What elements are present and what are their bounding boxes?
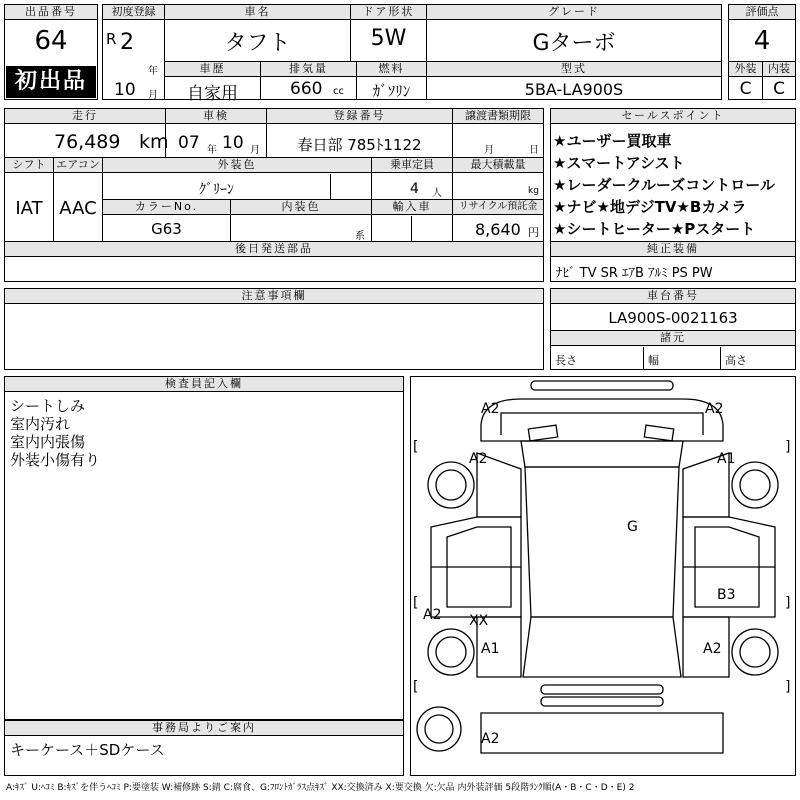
import-label: 輸入車 [372,200,452,215]
first-reg-label: 初度登録 [103,5,164,20]
history-label: 車歴 [165,62,260,77]
load-label: 最大積載量 [453,158,543,173]
damage-mark: A1 [717,451,736,467]
bracket: ] [785,595,791,611]
sales-point: ★スマートアシスト [553,154,685,172]
damage-mark: A2 [481,401,500,417]
sales-label: セールスポイント [551,109,795,124]
dimensions-label: 諸元 [551,331,795,346]
sales-point: ★ユーザー買取車 [553,132,672,150]
era-letter: R [106,30,117,48]
ac: AAC [59,198,97,219]
score: 4 [753,26,771,56]
grade: Gターボ [532,31,616,56]
displacement-label: 排気量 [261,62,356,77]
transfer-day: 日 [529,145,539,156]
damage-mark: B3 [717,587,736,603]
mileage-unit: km [139,131,169,153]
sales-point: ★ナビ★地デジTV★Bカメラ [553,198,747,216]
transfer-label: 譲渡書類期限 [453,109,543,124]
year-unit: 年 [148,66,158,77]
shift-label: シフト [5,158,53,173]
plate-number: 春日部 785ﾄ1122 [297,136,422,154]
mileage: 76,489 [54,131,121,153]
bracket: [ [413,439,419,455]
door-label: ドア形状 [351,5,426,20]
inspector-line: 室内内張傷 [10,433,86,451]
damage-mark: A2 [469,451,488,467]
shift: IAT [15,198,43,219]
notes-label: 注意事項欄 [5,289,543,304]
fuel-label: 燃料 [357,62,426,77]
lot-number: 64 [34,26,68,56]
grade-label: グレード [427,5,721,20]
chassis-number: LA900S-0021163 [608,309,738,327]
score-label: 評価点 [729,5,795,20]
insp-year: 07 [178,133,200,153]
door-type: 5W [370,26,407,51]
damage-mark: A2 [703,641,722,657]
damage-mark: A2 [481,731,500,747]
car-name: タフト [224,31,291,56]
reg-month: 10 [114,80,136,100]
insp-month: 10 [222,133,244,153]
insp-month-unit: 月 [250,145,260,156]
bracket: [ [413,595,419,611]
inspection-label: 車検 [166,109,266,124]
inspector-line: 室内汚れ [10,415,71,433]
bracket: ] [785,439,791,455]
chassis-label: 車台番号 [551,289,795,304]
recycle-label: リサイクル預託金 [453,200,543,215]
mileage-label: 走行 [5,109,165,124]
bracket: ] [785,679,791,695]
first-listing-badge: 初出品 [6,66,96,98]
width-label: 幅 [648,354,659,367]
exterior-grade: C [739,79,752,99]
color-no-label: カラーNo. [103,200,230,215]
sales-point: ★シートヒーター★Pスタート [553,220,756,238]
capacity-unit: 人 [432,188,442,199]
insp-year-unit: 年 [207,145,217,156]
height-label: 高さ [725,354,747,367]
recycle-unit: 円 [528,226,539,239]
damage-mark: XX [469,613,489,629]
sales-point: ★レーダークルーズコントロール [553,176,775,194]
ext-color: ｸﾞﾘｰﾝ [199,182,234,198]
damage-mark: A2 [705,401,724,417]
car-name-label: 車名 [165,5,350,20]
plate-label: 登録番号 [267,109,452,124]
month-unit: 月 [148,90,158,101]
damage-mark: A2 [423,607,442,623]
equipment-label: 純正装備 [551,242,795,257]
ac-label: エアコン [54,158,102,173]
int-color-unit: 系 [355,231,365,242]
equipment: ﾅﾋﾞ TV SR ｴｱB ｱﾙﾐ PS PW [556,266,713,281]
car-damage-diagram [411,377,795,775]
office-note: キーケース＋SDケース [10,741,165,759]
int-color-label: 内装色 [231,200,371,215]
office-label: 事務局よりご案内 [5,721,403,736]
reg-year: 2 [120,30,134,55]
capacity-label: 乗車定員 [372,158,452,173]
interior-grade: C [773,79,785,99]
interior-label: 内装 [763,62,795,77]
legend: A:ｷｽﾞ U:ﾍｺﾐ B:ｷｽﾞを伴うﾍｺﾐ P:要塗装 W:補修跡 S:錆 C:腐食、G:ﾌﾛﾝﾄｶﾞﾗｽ点ｷｽﾞ XX:交換済み X:要交換 欠:欠品 内外装評価 5段階ﾗﾝｸ順(A・B・C・D・E) 2 [6,783,635,793]
inspector-line: 外装小傷有り [10,451,101,469]
model-code: 5BA-LA900S [524,80,624,99]
inspector-line: シートしみ [10,397,86,415]
capacity: 4 [410,181,419,197]
inspector-label: 検査員記入欄 [5,377,403,392]
recycle-amount: 8,640 [475,220,521,239]
exterior-label: 外装 [729,62,762,77]
transfer-month: 月 [484,145,494,156]
lot-label: 出品番号 [5,5,97,20]
bracket: [ [413,679,419,695]
model-label: 型式 [427,62,721,77]
damage-mark: G [627,519,638,535]
color-no: G63 [151,220,182,238]
displacement-unit: cc [333,86,344,97]
load-unit: kg [528,186,539,196]
length-label: 長さ [555,354,577,367]
history: 自家用 [187,84,238,104]
damage-mark: A1 [481,641,500,657]
ext-color-label: 外装色 [103,158,371,173]
parts-label: 後日発送部品 [5,242,543,257]
fuel: ｶﾞｿﾘﾝ [372,82,411,100]
displacement: 660 [290,79,323,99]
